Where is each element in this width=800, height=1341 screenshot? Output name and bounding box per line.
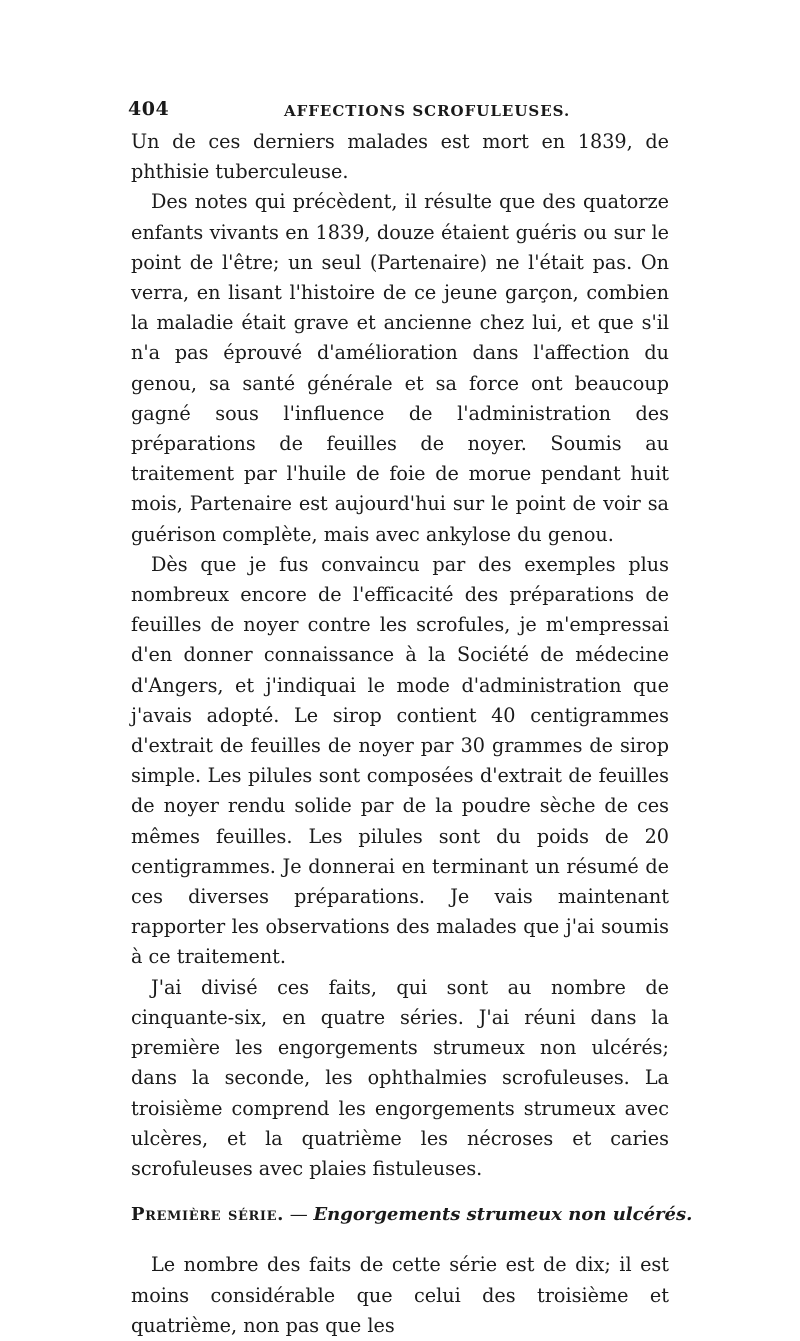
running-head xyxy=(128,98,668,122)
running-title: AFFECTIONS SCROFULEUSES. xyxy=(284,102,571,120)
section-label: Première série. xyxy=(131,1204,284,1226)
paragraph-5: Le nombre des faits de cette série est de dix; il est moins considérable que celui des troisième et quatrième, non pas que les xyxy=(131,1253,669,1337)
body-text xyxy=(131,127,693,1341)
page-number: 404 xyxy=(128,98,170,120)
section-heading xyxy=(131,1184,693,1250)
section-dash: — xyxy=(289,1204,308,1226)
paragraph-2: Des notes qui précèdent, il résulte que des quatorze enfants vivants en 1839, douze étaient guéris ou sur le point de l'être; un seul (Partenaire) ne l'était pas. On verra, en lisant l'histoire de ce jeune garçon, combien la maladie était grave et ancienne chez lui, et que s'il n'a pas éprouvé d'amélioration dans l'affection du genou, sa santé générale et sa force ont beaucoup gagné sous l'influence de l'administration des préparations de feuilles de noyer. Soumis au traitement par l'huile de foie de morue pendant huit mois, Partenaire est aujourd'hui sur le point de voir sa guérison complète, mais avec ankylose du genou. xyxy=(131,190,669,546)
paragraph-4: J'ai divisé ces faits, qui sont au nombre de cinquante-six, en quatre séries. J'ai réuni dans la première les engorgements strumeux non ulcérés; dans la seconde, les ophthalmies scrofuleuses. La troisième comprend les engorgements strumeux avec ulcères, et la quatrième les nécroses et caries scrofuleuses avec plaies fistuleuses. xyxy=(131,975,669,1180)
section-title: Engorgements strumeux non ulcérés. xyxy=(313,1204,693,1226)
paragraph-3: Dès que je fus convaincu par des exemples plus nombreux encore de l'efficacité des préparations de feuilles de noyer contre les scrofules, je m'empressai d'en donner connaissance à la Société de médecine d'Angers, et j'indiquai le mode d'administration que j'avais adopté. Le sirop contient 40 centigrammes d'extrait de feuilles de noyer par 30 grammes de sirop simple. Les pilules sont composées d'extrait de feuilles de noyer rendu solide par de la poudre sèche de ces mêmes feuilles. Les pilules sont du poids de 20 centigrammes. Je donnerai en terminant un résumé de ces diverses préparations. Je vais maintenant rapporter les observations des malades que j'ai soumis à ce traitement. xyxy=(131,552,669,969)
paragraph-1: Un de ces derniers malades est mort en 1839, de phthisie tuberculeuse. xyxy=(131,130,669,184)
